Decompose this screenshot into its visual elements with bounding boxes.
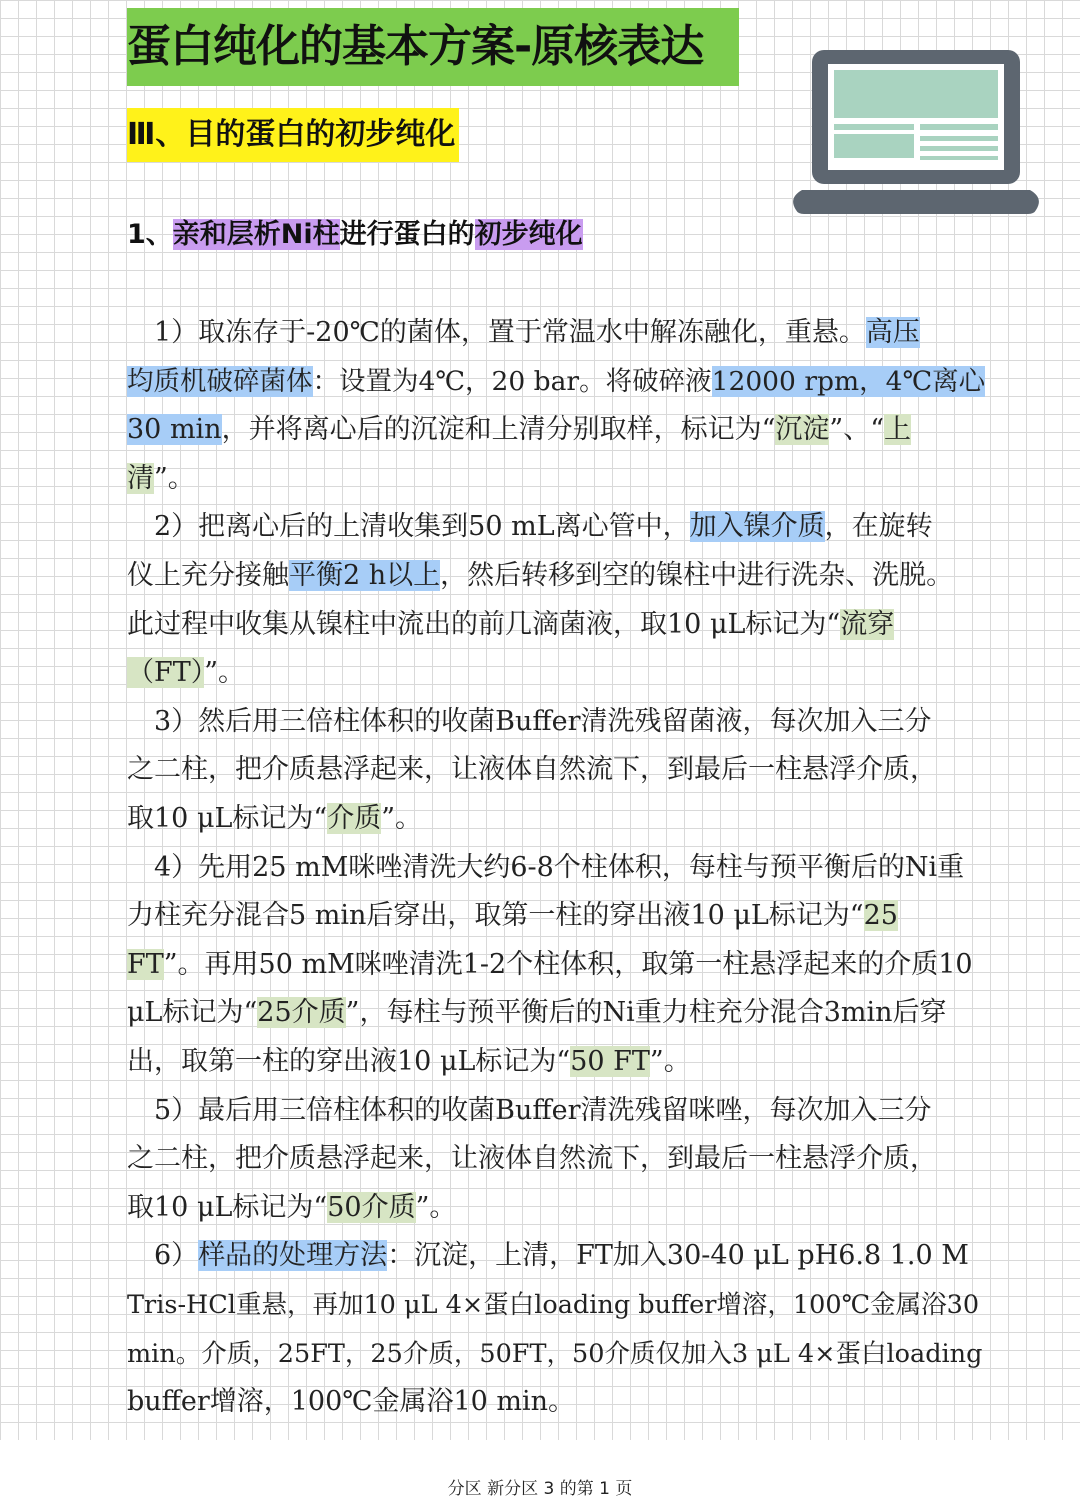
line-text: 6）: [127, 1240, 199, 1272]
body-line: [127, 602, 894, 648]
subsection-heading: [127, 210, 583, 260]
page-footer: 分区 新分区 3 的第 1 页: [447, 1479, 633, 1499]
line-text: buffer增溶，100℃金属浴10 min。: [127, 1386, 576, 1418]
body-line: [127, 1185, 456, 1231]
highlighted-text-green: 上: [884, 414, 911, 446]
line-text: 1）取冻存于-20℃的菌体，置于常温水中解冻融化，重悬。: [127, 317, 866, 348]
line-text: 之二柱，把介质悬浮起来，让液体自然流下，到最后一柱悬浮介质，: [127, 1143, 937, 1175]
line-text: μL标记为“: [127, 997, 258, 1029]
line-text: 5）最后用三倍柱体积的收菌Buffer清洗残留咪唑，每次加入三分: [127, 1094, 932, 1126]
body-line: [127, 553, 953, 599]
section-heading: Ⅲ、目的蛋白的初步纯化: [127, 108, 459, 162]
line-text: 2）把离心后的上清收集到50 mL离心管中，: [127, 511, 690, 543]
highlighted-text-blue: 12000 rpm，4℃离心: [711, 365, 986, 397]
body-line: [127, 1039, 691, 1085]
laptop-icon: [788, 46, 1044, 218]
highlighted-text-green: 50 FT: [570, 1046, 650, 1077]
highlighted-text-blue: 均质机破碎菌体: [127, 365, 313, 397]
highlighted-text-green: 清: [127, 462, 154, 494]
highlighted-text-green: 介质: [327, 803, 382, 834]
body-line: [127, 310, 920, 356]
line-text: 取10 μL标记为“: [127, 1191, 328, 1223]
line-text: 出，取第一柱的穿出液10 μL标记为“: [127, 1046, 571, 1077]
line-text: ：设置为4℃，20 bar。将破碎液: [312, 365, 712, 397]
subsection-highlight-1: 亲和层析Ni柱: [172, 219, 340, 250]
line-text: 仪上充分接触: [127, 560, 289, 591]
highlighted-text-blue: 样品的处理方法: [198, 1240, 388, 1272]
body-line: [127, 1331, 982, 1377]
line-text: ，在旋转: [824, 511, 933, 543]
page-title: 蛋白纯化的基本方案-原核表达: [127, 8, 739, 86]
line-text: ”。再用50 mM咪唑清洗1-2个柱体积，取第一柱悬浮起来的介质10: [163, 948, 973, 980]
line-text: 此过程中收集从镍柱中流出的前几滴菌液，取10 μL标记为“: [127, 608, 841, 640]
line-text: min。介质，25FT，25介质，50FT，50介质仅加入3 μL 4×蛋白loading: [127, 1338, 983, 1369]
body-line: [127, 407, 911, 453]
line-text: ”。: [154, 462, 195, 494]
body-line: [127, 1282, 979, 1328]
highlighted-text-green: 25: [863, 900, 898, 932]
body-line: [127, 747, 937, 793]
line-text: ：沉淀，上清，FT加入30-40 μL pH6.8 1.0 M: [387, 1240, 969, 1272]
line-text: ”。: [381, 803, 423, 834]
line-text: ”、“: [829, 414, 884, 446]
highlighted-text-green: （FT）: [127, 657, 205, 689]
body-line: [127, 699, 931, 745]
line-text: ”。: [415, 1191, 457, 1223]
subsection-text: 进行蛋白的: [339, 219, 475, 250]
line-text: Tris-HCl重悬，再加10 μL 4×蛋白loading buffer增溶，100℃金属浴30: [127, 1290, 980, 1320]
highlighted-text-blue: 平衡2 h以上: [289, 560, 441, 591]
body-line: [127, 1233, 969, 1279]
body-line: [127, 359, 985, 405]
body-line: [127, 650, 245, 696]
highlighted-text-blue: 30 min: [127, 414, 222, 446]
body-line: [127, 1088, 931, 1134]
highlighted-text-blue: 高压: [865, 317, 920, 348]
highlighted-text-blue: 加入镍介质: [689, 511, 825, 543]
line-text: ”。: [204, 657, 246, 689]
line-text: 力柱充分混合5 min后穿出，取第一柱的穿出液10 μL标记为“: [127, 900, 864, 932]
body-line: [127, 1136, 937, 1182]
line-text: 取10 μL标记为“: [127, 803, 328, 834]
highlighted-text-green: 25介质: [257, 997, 346, 1029]
body-line: [127, 504, 933, 550]
line-text: 4）先用25 mM咪唑清洗大约6-8个柱体积，每柱与预平衡后的Ni重: [127, 851, 965, 883]
body-line: [127, 942, 973, 988]
highlighted-text-green: 50介质: [327, 1191, 416, 1223]
subsection-highlight-2: 初步纯化: [474, 219, 583, 250]
body-line: [127, 990, 947, 1036]
line-text: ”，每柱与预平衡后的Ni重力柱充分混合3min后穿: [345, 997, 947, 1029]
line-text: 之二柱，把介质悬浮起来，让液体自然流下，到最后一柱悬浮介质，: [127, 754, 937, 786]
line-text: ”。: [649, 1046, 691, 1077]
highlighted-text-green: FT: [127, 948, 164, 980]
subsection-number: 1、: [127, 219, 173, 250]
highlighted-text-green: 流穿: [840, 608, 895, 640]
body-line: [127, 1379, 575, 1425]
highlighted-text-green: 沉淀: [775, 414, 830, 446]
line-text: ，并将离心后的沉淀和上清分别取样，标记为“: [221, 414, 776, 446]
body-line: [127, 456, 195, 502]
body-line: [127, 796, 422, 842]
body-line: [127, 893, 898, 939]
body-line: [127, 845, 964, 891]
line-text: ，然后转移到空的镍柱中进行洗杂、洗脱。: [440, 560, 954, 591]
line-text: 3）然后用三倍柱体积的收菌Buffer清洗残留菌液，每次加入三分: [127, 705, 932, 737]
